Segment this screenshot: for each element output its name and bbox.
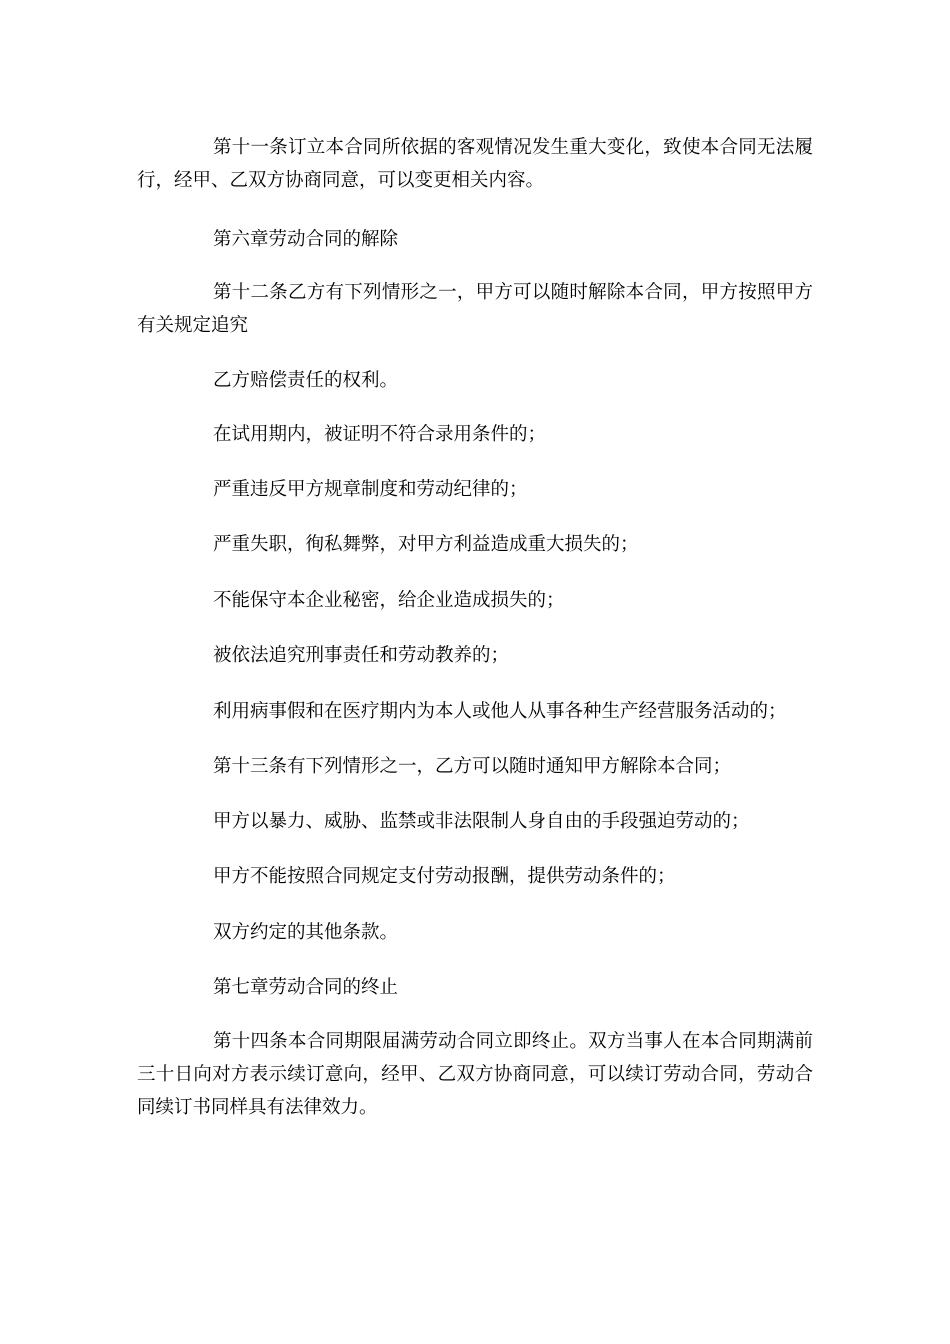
clause-coercion: 甲方以暴力、威胁、监禁或非法限制人身自由的手段强迫劳动的； [213, 811, 750, 832]
clause-sick-leave: 利用病事假和在医疗期内为本人或他人从事各种生产经营服务活动的； [213, 701, 787, 722]
article-13-paragraph: 第十三条有下列情形之一，乙方可以随时通知甲方解除本合同； [213, 756, 732, 777]
chapter-6-heading: 第六章劳动合同的解除 [213, 229, 399, 250]
clause-negligence: 严重失职，徇私舞弊，对甲方利益造成重大损失的； [213, 534, 639, 555]
clause-criminal: 被依法追究刑事责任和劳动教养的； [213, 645, 510, 666]
article-14-paragraph: 第十四条本合同期限届满劳动合同立即终止。双方当事人在本合同期满前三十日向对方表示续订意向，经甲、乙双方协商同意，可以续订劳动合同，劳动合同续订书同样具有法律效力。 [137, 1031, 813, 1118]
clause-secrets: 不能保守本企业秘密，给企业造成损失的； [213, 590, 565, 611]
clause-other: 双方约定的其他条款。 [213, 922, 399, 943]
clause-payment: 甲方不能按照合同规定支付劳动报酬，提供劳动条件的； [213, 866, 676, 887]
article-12-paragraph: 第十二条乙方有下列情形之一，甲方可以随时解除本合同，甲方按照甲方有关规定追究 [137, 282, 813, 336]
clause-probation: 在试用期内，被证明不符合录用条件的； [213, 424, 547, 445]
article-11-paragraph: 第十一条订立本合同所依据的客观情况发生重大变化，致使本合同无法履行，经甲、乙双方协商同意，可以变更相关内容。 [137, 137, 813, 191]
chapter-7-heading: 第七章劳动合同的终止 [213, 977, 399, 998]
clause-discipline: 严重违反甲方规章制度和劳动纪律的； [213, 479, 528, 500]
article-12-continuation: 乙方赔偿责任的权利。 [213, 370, 399, 391]
